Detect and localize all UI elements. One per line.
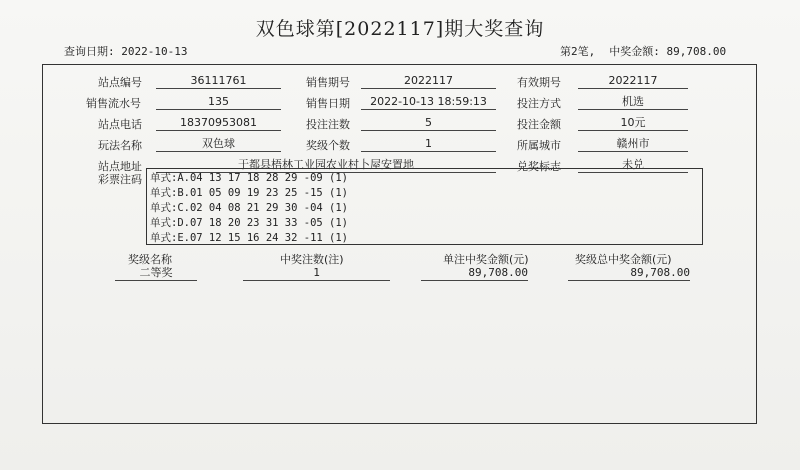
prize-header-count: 中奖注数(注) — [280, 253, 344, 266]
sale-date-value: 2022-10-13 18:59:13 — [361, 94, 496, 110]
valid-issue-label: 有效期号 — [517, 76, 561, 89]
bet-method-value: 机选 — [578, 94, 688, 110]
prize-count-value: 1 — [361, 136, 496, 152]
prize-count-cell: 1 — [243, 265, 390, 281]
page-title: 双色球第[2022117]期大奖查询 — [255, 18, 545, 40]
record-count: 第2笔, — [560, 45, 596, 58]
game-value: 双色球 — [156, 136, 281, 152]
prize-summary — [560, 43, 740, 59]
ticket-label: 彩票注码 — [98, 173, 142, 186]
station-no-label: 站点编号 — [98, 76, 142, 89]
ticket-numbers-box — [146, 168, 703, 245]
query-date: 查询日期: 2022-10-13 — [64, 45, 188, 58]
valid-issue-value: 2022117 — [578, 73, 688, 89]
game-label: 玩法名称 — [98, 139, 142, 152]
bet-method-label: 投注方式 — [517, 97, 561, 110]
ticket-line: 单式:E.07 12 15 16 24 32 -11 (1) — [150, 232, 349, 244]
prize-single-amount: 89,708.00 — [421, 265, 528, 281]
bet-count-label: 投注注数 — [306, 118, 350, 131]
prize-total: 中奖金额: 89,708.00 — [609, 45, 727, 58]
sale-date-label: 销售日期 — [306, 97, 350, 110]
prize-header-level: 奖级名称 — [128, 253, 172, 266]
ticket-line: 单式:D.07 18 20 23 31 33 -05 (1) — [150, 217, 349, 229]
bet-amount-value: 10元 — [578, 115, 688, 131]
bet-count-value: 5 — [361, 115, 496, 131]
prize-total-amount: 89,708.00 — [568, 265, 690, 281]
sale-issue-label: 销售期号 — [306, 76, 350, 89]
serial-label: 销售流水号 — [86, 97, 141, 110]
prize-header-total: 奖级总中奖金额(元) — [575, 253, 672, 266]
redeem-value: 未兑 — [578, 157, 688, 173]
sale-issue-value: 2022117 — [361, 73, 496, 89]
ticket-line: 单式:C.02 04 08 21 29 30 -04 (1) — [150, 202, 349, 214]
ticket-line: 单式:A.04 13 17 18 28 29 -09 (1) — [150, 172, 349, 184]
city-value: 赣州市 — [578, 136, 688, 152]
bet-amount-label: 投注金额 — [517, 118, 561, 131]
city-label: 所属城市 — [517, 139, 561, 152]
redeem-label: 兑奖标志 — [517, 160, 561, 173]
prize-header-single: 单注中奖金额(元) — [443, 253, 529, 266]
station-no-value: 36111761 — [156, 73, 281, 89]
serial-value: 135 — [156, 94, 281, 110]
phone-value: 18370953081 — [156, 115, 281, 131]
ticket-line: 单式:B.01 05 09 19 23 25 -15 (1) — [150, 187, 349, 199]
prize-level-value: 二等奖 — [115, 265, 197, 281]
prize-count-label: 奖级个数 — [306, 139, 350, 152]
phone-label: 站点电话 — [98, 118, 142, 131]
address-value: 于都县梧林工业园农业村卜屋安置地 — [156, 157, 496, 173]
address-label: 站点地址 — [98, 160, 142, 173]
